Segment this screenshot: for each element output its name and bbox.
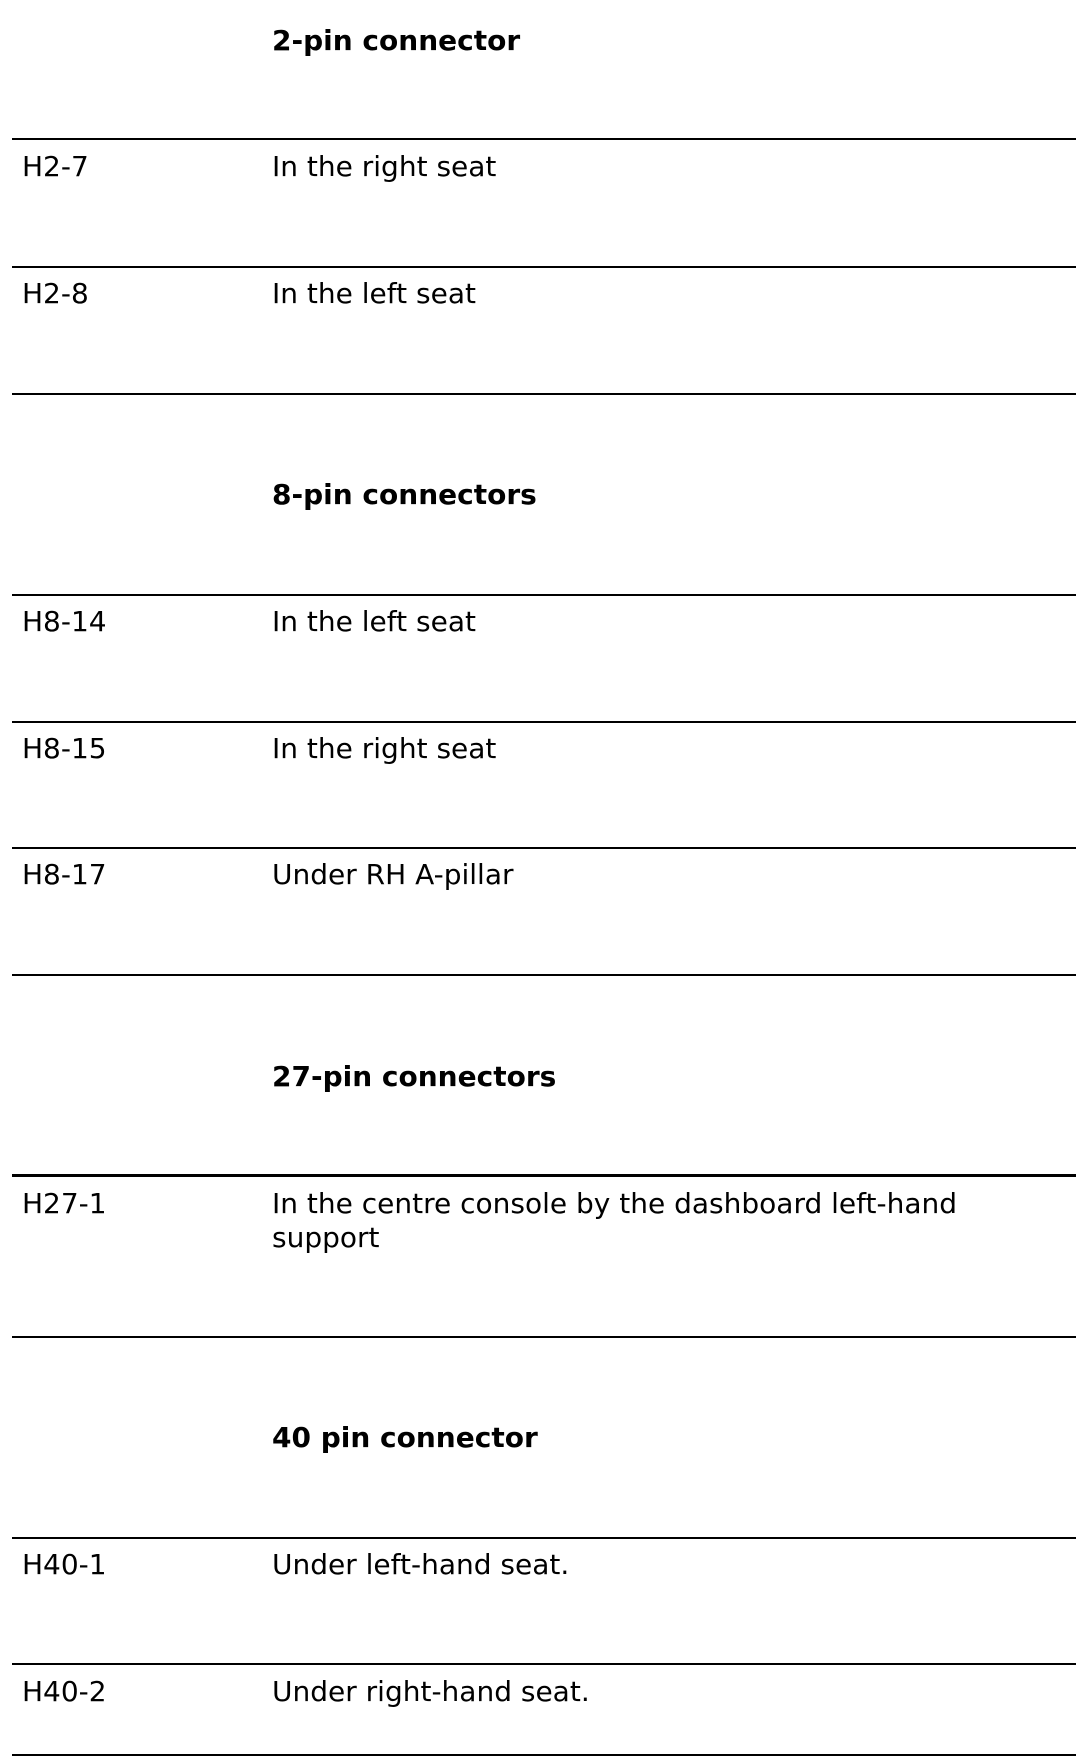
connector-code: H8-15 [22, 732, 107, 765]
section-divider [12, 1754, 1076, 1756]
connector-location: In the left seat [272, 605, 476, 638]
connector-location: Under RH A-pillar [272, 858, 514, 891]
connector-code: H27-1 [22, 1187, 107, 1220]
connector-location: In the left seat [272, 277, 476, 310]
connector-code: H40-1 [22, 1548, 107, 1581]
section-divider [12, 393, 1076, 395]
row-divider [12, 1537, 1076, 1539]
row-divider [12, 847, 1076, 849]
connector-location: In the centre console by the dashboard left-hand support [272, 1187, 958, 1254]
connector-location: Under right-hand seat. [272, 1675, 590, 1708]
connector-code: H8-17 [22, 858, 107, 891]
connector-code: H40-2 [22, 1675, 107, 1708]
section-heading-40-pin: 40 pin connector [272, 1421, 538, 1454]
section-divider [12, 1336, 1076, 1338]
row-divider [12, 266, 1076, 268]
connector-code: H2-7 [22, 150, 89, 183]
row-divider [12, 721, 1076, 723]
connector-location: In the right seat [272, 150, 497, 183]
section-heading-27-pin: 27-pin connectors [272, 1060, 557, 1093]
connector-location: In the right seat [272, 732, 497, 765]
section-heading-2-pin: 2-pin connector [272, 24, 521, 57]
connector-code: H8-14 [22, 605, 107, 638]
row-divider [12, 1663, 1076, 1665]
section-divider [12, 974, 1076, 976]
connector-code: H2-8 [22, 277, 89, 310]
row-divider [12, 594, 1076, 596]
row-divider [12, 138, 1076, 140]
connector-location: Under left-hand seat. [272, 1548, 570, 1581]
section-heading-8-pin: 8-pin connectors [272, 478, 537, 511]
row-divider [12, 1174, 1076, 1177]
